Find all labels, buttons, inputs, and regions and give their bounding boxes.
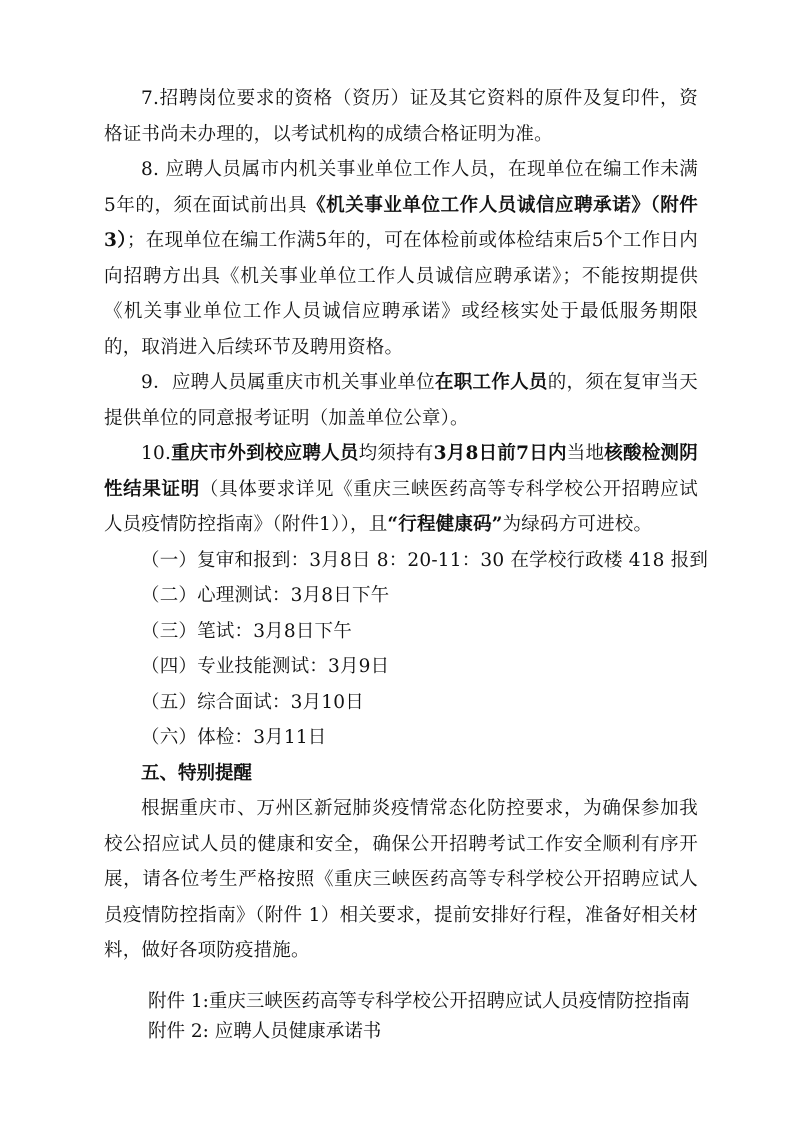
attachment-2: 附件 2: 应聘人员健康承诺书 — [148, 1021, 382, 1042]
item-10-bold-date: 3月8日前7日内 — [433, 443, 567, 464]
item-9-text-a: 9．应聘人员属重庆市机关事业单位 — [141, 372, 435, 393]
item-10-text-end: 为绿码方可进校。 — [502, 514, 653, 535]
item-10-text-local: 当地 — [566, 443, 605, 464]
attachment-1: 附件 1:重庆三峡医药高等专科学校公开招聘应试人员疫情防控指南 — [148, 991, 690, 1012]
item-10 — [104, 436, 698, 543]
schedule-item: （二）心理测试：3月8日下午 — [141, 585, 390, 606]
section-5-body: 根据重庆市、万州区新冠肺炎疫情常态化防控要求，为确保参加我校公招应试人员的健康和安全，确保公开招聘考试工作安全顺利有序开展，请各位考生严格按照《重庆三峡医药高等专科学校公开招聘应试人员疫情防控指南》（附件 1）相关要求，提前安排好行程，准备好相关材料，做好各项防疫措施。 — [104, 798, 698, 961]
item-7-text: 7.招聘岗位要求的资格（资历）证及其它资料的原件及复印件，资格证书尚未办理的，以考试机构的成绩合格证明为准。 — [104, 88, 698, 145]
item-10-bold-health-code: “行程健康码” — [387, 514, 503, 535]
schedule-item: （三）笔试：3月8日下午 — [141, 621, 352, 642]
item-10-number: 10. — [141, 443, 172, 464]
schedule-item: （六）体检：3月11日 — [141, 727, 327, 748]
item-10-bold-applicants: 重庆市外到校应聘人员 — [171, 443, 359, 464]
item-9-text-c: 的，须在复审当天提供单位的同意报考证明（加盖单位公章）。 — [104, 372, 698, 429]
item-9 — [104, 365, 698, 436]
schedule-item: （四）专业技能测试：3月9日 — [141, 656, 390, 677]
schedule-item: （一）复审和报到：3月8日 8：20-11：30 在学校行政楼 418 报到 — [141, 550, 709, 571]
item-10-text: 均须持有 — [358, 443, 434, 464]
item-7 — [104, 81, 698, 152]
item-8-text-c: ；在现单位在编工作满5年的，可在体检前或体检结束后5个工作日内向招聘方出具《机关事业单位工作人员诚信应聘承诺》；不能按期提供《机关事业单位工作人员诚信应聘承诺》或经核实处于最低服务期限的，取消进入后续环节及聘用资格。 — [104, 230, 698, 358]
section-5-heading: 五、特别提醒 — [141, 763, 253, 784]
item-8-text-a: 8. 应聘人员属市内机关事业单位工作人员，在现单位在编工作未满5年的，须在面试前出具 — [104, 159, 698, 216]
item-10-bold-test: 核酸检测阴性结果证明 — [104, 443, 698, 500]
item-9-bold: 在职工作人员 — [434, 372, 548, 393]
schedule-item: （五）综合面试：3月10日 — [141, 692, 364, 713]
item-10-text-details: （具体要求详见《重庆三峡医药高等专科学校公开招聘应试人员疫情防控指南》（附件1）），且 — [104, 478, 698, 535]
item-8-bold-commitment: 《机关事业单位工作人员诚信应聘承诺》（附件3） — [104, 194, 698, 251]
item-8 — [104, 152, 698, 365]
